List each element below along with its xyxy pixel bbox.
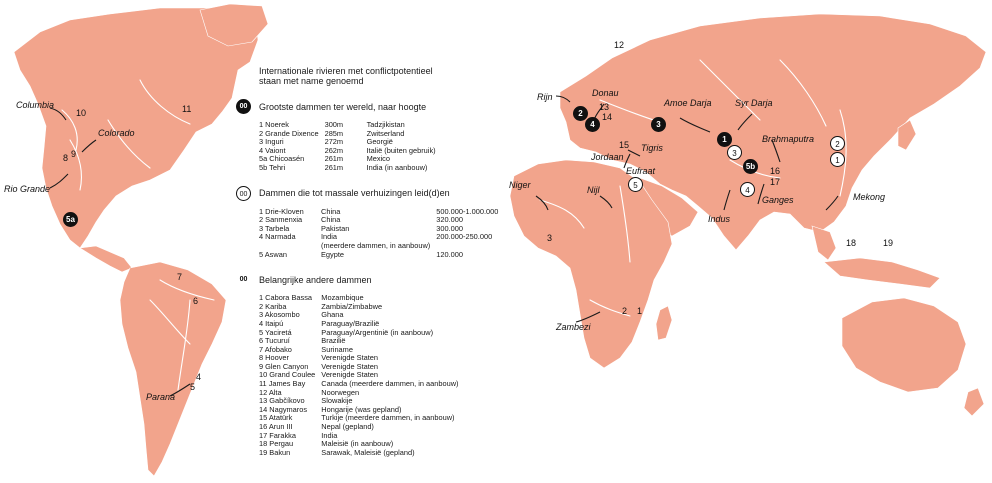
table-cell-country: Turkije (meerdere dammen, in aanbouw) [321,413,455,423]
river-label-nijl: Nijl [587,185,600,195]
table-cell-name: 5a Chicoasén [259,154,305,164]
table-cell-name: 14 Nagymaros [259,404,308,414]
table-cell-country: Hongarije (was gepland) [321,404,402,414]
river-label-rijn: Rijn [537,92,553,102]
table-cell-country: China [321,215,341,225]
table-cell-country: Zambia/Zimbabwe [321,301,383,311]
displacement-dam-marker-4: 4 [740,182,755,197]
south-america [120,262,226,476]
other-dam-number-5: 5 [190,382,196,392]
table-cell-country: Noorwegen [321,387,360,397]
table-cell-name: 10 Grand Coulee [259,370,316,380]
table-cell-country: Sarawak, Maleisië (gepland) [321,447,415,457]
legend-title-line-2: staan met name genoemd [259,76,364,86]
table-cell-country: Tadzjikistan [366,120,405,129]
table-cell-name: 1 Cabora Bassa [259,293,312,303]
table-cell-name: 5 Aswan [259,249,287,259]
table-cell-country: India [321,430,338,440]
plain-number-symbol-icon: 00 [239,276,248,284]
table-cell-country: Paraguay/Brazilië [321,318,380,328]
new-zealand [964,388,984,416]
table-cell-people: 320.000 [436,215,463,225]
australia [842,298,966,392]
legend-section-highest-heading [236,99,506,114]
other-dam-number-13: 13 [599,102,610,112]
table-cell-country: Verenigde Staten [321,370,379,380]
other-dam-number-10: 10 [76,108,87,118]
table-cell-country: Verenigde Staten [321,353,379,363]
highest-dam-marker-3: 3 [651,117,666,132]
other-dam-number-16: 16 [770,166,781,176]
table-cell-country: Brazilië [321,336,346,346]
other-dam-number-14: 14 [602,112,613,122]
table-cell-country: Georgië [366,137,393,147]
legend-title-line-1: Internationale rivieren met conflictpotentieel [259,66,433,76]
table-cell-people: 300.000 [436,223,463,233]
other-dam-number-11: 11 [182,104,192,114]
river-label-jordaan: Jordaan [591,152,624,162]
table-cell-name: 16 Arun III [259,422,293,432]
table-cell-name: 3 Akosombo [259,310,300,320]
table-cell-height: 285m [324,128,344,138]
table-row [259,130,442,139]
table-cell-name: 1 Noerek [259,120,289,129]
other-dam-number-19: 19 [883,238,894,248]
table-cell-name: 1 Drie-Kloven [259,206,304,216]
other-dam-number-15: 15 [619,140,630,150]
southeast-asia [812,226,836,260]
highest-dam-marker-4: 4 [585,117,600,132]
river-label-donau: Donau [592,88,619,98]
table-cell-people: 120.000 [436,249,463,259]
other-dam-number-18: 18 [846,238,857,248]
river-label-amoe-darja: Amoe Darja [664,98,712,108]
table-cell-people: 500.000-1.000.000 [436,206,499,216]
table-cell-country: China [321,206,341,216]
table-cell-country: Verenigde Staten [321,361,379,371]
table-row [259,164,442,173]
table-cell-height: 262m [324,145,344,155]
table-cell-name: 4 Itaipú [259,318,284,328]
table-cell-name: 12 Alta [259,387,282,397]
indonesia [824,258,940,288]
table-row [259,251,504,260]
central-america [80,246,132,272]
highest-dam-marker-5b: 5b [743,159,758,174]
table-cell-name: 5 Yaciretá [259,327,292,337]
other-dam-number-12: 12 [614,40,625,50]
other-dam-number-4: 4 [196,372,202,382]
table-cell-name: 19 Bakun [259,447,291,457]
table-cell-height: 272m [324,137,344,147]
highest-dams-table [259,121,442,173]
displacement-dam-marker-5: 5 [628,177,643,192]
river-label-parana: Parana [146,392,176,402]
table-cell-country: Egypte [321,249,345,259]
table-cell-name: 6 Tucuruí [259,336,290,346]
table-cell-name: 5b Tehri [259,162,286,172]
table-row [259,216,504,225]
table-cell-name: 18 Pergau [259,439,294,449]
table-cell-name: 8 Hoover [259,353,289,363]
legend-section-displacement-title: Dammen die tot massale verhuizingen leid(d)en [259,188,450,199]
river-label-mekong: Mekong [853,192,886,202]
legend-section-other-title: Belangrijke andere dammen [259,274,372,285]
river-label-tigris: Tigris [641,143,663,153]
table-cell-name: 15 Atatürk [259,413,293,423]
table-cell-height: 300m [324,120,344,129]
legend-section-highest-title: Grootste dammen ter wereld, naar hoogte [259,101,427,112]
displacement-dam-marker-3: 3 [727,145,742,160]
table-cell-name: 2 Kariba [259,301,287,311]
highest-dam-marker-1: 1 [717,132,732,147]
river-label-columbia: Columbia [16,100,55,110]
map-legend [236,66,506,457]
table-cell-name: 9 Glen Canyon [259,361,309,371]
other-dam-number-3: 3 [547,233,553,243]
madagascar [656,306,672,340]
table-cell-country: (meerdere dammen, in aanbouw) [321,240,431,250]
other-dam-number-9: 9 [71,149,77,159]
displacement-dam-marker-2: 2 [830,136,845,151]
table-cell-country: Ghana [321,310,344,320]
table-cell-country: Canada (meerdere dammen, in aanbouw) [321,379,459,389]
table-row [259,242,504,251]
legend-title [259,66,489,86]
table-cell-country: Slowakije [321,396,353,406]
table-cell-name: 4 Vaiont [259,145,286,155]
table-cell-name: 7 Afobako [259,344,292,354]
highest-dam-marker-5a: 5a [63,212,78,227]
table-cell-country: Mexico [366,154,390,164]
displacement-dams-table [259,208,504,260]
table-cell-name: 11 James Bay [259,379,306,389]
table-cell-name: 17 Farakka [259,430,296,440]
river-label-syr-darja: Syr Darja [735,98,773,108]
other-dam-number-7: 7 [177,272,183,282]
displacement-dam-marker-1: 1 [830,152,845,167]
table-cell-country: Zwitserland [366,128,405,138]
table-row [259,449,465,458]
other-dam-number-8: 8 [63,153,69,163]
table-cell-country: India [321,232,338,242]
table-cell-country: Maleisië (in aanbouw) [321,439,394,449]
table-cell-height: 261m [324,154,344,164]
other-dams-table [259,294,465,457]
table-cell-country: India (in aanbouw) [366,162,428,172]
river-label-colorado: Colorado [98,128,135,138]
other-dam-number-2: 2 [622,306,628,316]
other-dam-number-17: 17 [770,177,781,187]
river-label-eufraat: Eufraat [626,166,656,176]
table-row [259,380,465,389]
table-cell-country: Paraguay/Argentinië (in aanbouw) [321,327,434,337]
table-cell-country: Pakistan [321,223,350,233]
table-cell-name: 2 Grande Dixence [259,128,319,138]
table-cell-country: Suriname [321,344,353,354]
table-cell-country: Nepal (gepland) [321,422,374,432]
legend-section-other-heading [236,272,506,287]
table-cell-country: Italië (buiten gebruik) [366,145,436,155]
table-cell-height: 261m [324,162,344,172]
table-cell-name: 4 Narmada [259,232,296,242]
table-cell-name: 3 Tarbela [259,223,290,233]
table-cell-name: 3 Inguri [259,137,284,147]
river-label-indus: Indus [708,214,731,224]
other-dam-number-6: 6 [193,296,199,306]
river-label-brahmaputra: Brahmaputra [762,134,815,144]
table-cell-country: Mozambique [321,293,364,303]
black-circle-symbol-icon: 00 [236,99,251,114]
north-america [14,8,258,248]
table-cell-name: 13 Gabčíkovo [259,396,305,406]
table-cell-name: 2 Sanmenxia [259,215,303,225]
river-label-zambezi: Zambezi [556,322,591,332]
other-dam-number-1: 1 [637,306,643,316]
highest-dam-marker-2: 2 [573,106,588,121]
table-cell-people: 200.000-250.000 [436,232,493,242]
river-label-ganges: Ganges [762,195,794,205]
river-label-rio-grande: Rio Grande [4,184,51,194]
legend-section-displacement-heading [236,186,506,201]
river-label-niger: Niger [509,180,531,190]
open-circle-symbol-icon: 00 [236,186,251,201]
